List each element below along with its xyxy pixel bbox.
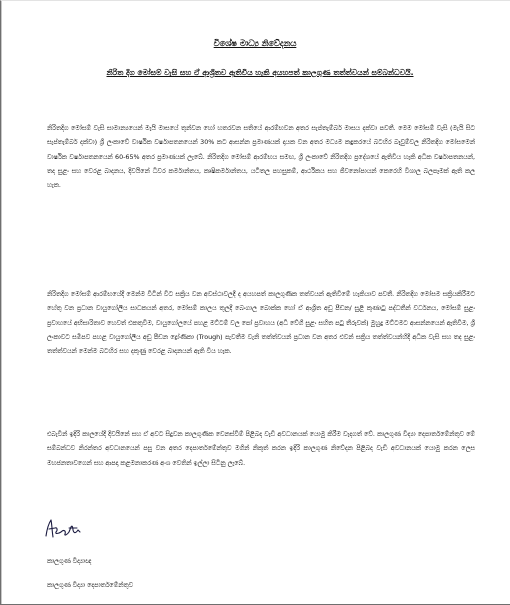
- signatory-title: කාලගුණ විද්‍යාඥ: [47, 558, 92, 565]
- document-title: විශේෂ මාධ්‍ය නිවේදනය: [213, 38, 297, 48]
- paragraph-3: එබැවින් ඉදිරි කාලයේදී දිවයිනේ සහ ඒ අවට සිදුවන කාලගුණික වෙනස්වීම් පිළිබද වැඩි අවධානයක් යොමු කිරීම වැදගත් වේ. කාලගුණ විද්‍යා දෙපාර්තමේන්තුව මේ සම්බන්ධව නිරන්තර අවධානයෙන් පසු වන අතර දෙපාර්තමේන්තුව මගින් නිකුත් කරන ඉදිරි කාලගුණ නිවේදන පිළිබද වැඩි අවධානයක් යොමු කරන ලෙස මහජනතාවගෙන් සහ ආපදා කළමනාකරණ අංශ වෙතින් ඉල්ලා සිටිනු ලැබේ.: [47, 431, 475, 467]
- handwritten-signature: [43, 516, 107, 544]
- signatory-department: කාලගුණ විද්‍යා දෙපාර්තමේන්තුව: [47, 582, 133, 589]
- paragraph-2: නිරිතදිග මෝසම් ආරම්භයේදී මෙන්ම විටින් විට සක්‍රිය වන අවස්ථාවලදී ද අයහපත් කාලගුණික තත්වයන් ඇතිවීමේ හැකියාව පවතී. නිරිතදිග මෝසම සක්‍රියකිරීමට හේතු වන ප්‍රධාන වායුගෝලීය සාධකයන් අතර, මෝසම් කාලය තුලදී බෙංගාල බොක්ක හෝ ඒ ආශ්‍රිත අඩු පීඩන/ සුළි කුණාටු පද්ධතීන් වර්ධනය, මෝසම් සුළං ප්‍රවාහයේ අභිසාරිතාව හෙවත් එකතුවීම, වායුගෝලයේ පහළ මට්ටම් වල පෝ ප්‍රවාහය (අධි වේගී සුළං සහිත පටු තීරුවක්) මුහුදු මට්ටමට ආසන්නයෙන් ඇතිවීම, ශ්‍රී ලංකාවට සමීපව පහළ වායුගෝලීය අඩු පීඩන ද්‍රෝණිකා (Trough) පැවතීම වැනි තත්ත්වයන් ප්‍රධාන වන අතර එවන් සක්‍රිය තත්ත්වයන්හිදී අධික වැසි සහ තද සුළං තත්ත්වයන් මෙන්ම බටහිර සහ දකුණු වෙරළ බාදනයන් ඇති විය හැක.: [47, 291, 475, 356]
- document-subtitle: නිරිත දිග මෝසම් වැසි සහ ඒ ආශ්‍රිතව ඇතිවිය හැකි අයහපත් කාලගුණ තත්ත්වයන් සම්බන්ධවයි.: [106, 68, 414, 77]
- paragraph-1: නිරිතදිග මෝසම් වැසි සාමාන්‍යයෙන් මැයි මාසයේ තුන්වන හෝ හතරවන සතියේ ආරම්භවන අතර සැප්තැම්බර් මාසය දක්වා පවතී. මෙම මෝසම් වැසි (මැයි සිට සැප්තැම්බර් දක්වා) ශ්‍රී ලංකාවේ වාර්ෂික වර්ෂාපතනයෙන් 30% කට ආසන්න ප්‍රමාණයක් දායක වන අතර මධ්‍යම කඳුකරයේ බටහිර බෑවුම්වල නිරිතදිග මෝසමෙන් වාර්ෂික වර්ෂාපතනයෙන් 60-65% අතර ප්‍රමාණයක් ලැබේ. නිරිතදිග මෝසම් ආරම්භය සමඟ, ශ්‍රී ලංකාවේ නිරිතදිග ප්‍රදේශයේ ඇතිවිය හැකි අධික වර්ෂාපතනයන්, තද සුළං සහ වෙරළ බාදනය, දිවයිනේ ධීවර කර්මාන්තය, කෘෂිකර්මාන්තය, යටිතල පහසුකම්, ආර්ථිකය සහ ජීවනෝපායන් කෙරෙහි විශාල බලපෑමක් ඇති කල හැක.: [47, 125, 475, 190]
